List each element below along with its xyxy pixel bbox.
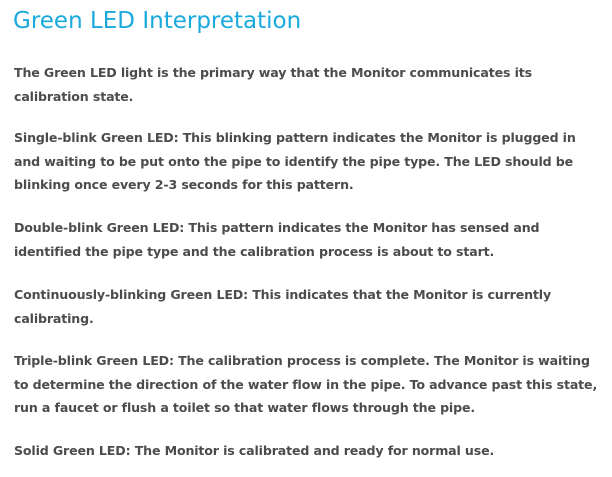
double-blink-paragraph: Double-blink Green LED: This pattern indicates the Monitor has sensed and identified the pipe type and the calibration process is about to start. [14,220,540,259]
page-title: Green LED Interpretation [13,8,302,34]
single-blink-paragraph: Single-blink Green LED: This blinking pattern indicates the Monitor is plugged in and waiting to be put onto the pipe to identify the pipe type. The LED should be blinking once every 2-3 seconds for this pattern. [14,130,576,192]
continuous-blink-paragraph: Continuously-blinking Green LED: This indicates that the Monitor is currently calibrating. [14,287,552,326]
intro-paragraph: The Green LED light is the primary way that the Monitor communicates its calibration state. [14,65,532,104]
triple-blink-paragraph: Triple-blink Green LED: The calibration process is complete. The Monitor is waiting to determine the direction of the water flow in the pipe. To advance past this state, run a faucet or flush a toilet so that water flows through the pipe. [14,353,598,415]
solid-led-paragraph: Solid Green LED: The Monitor is calibrated and ready for normal use. [14,443,495,458]
